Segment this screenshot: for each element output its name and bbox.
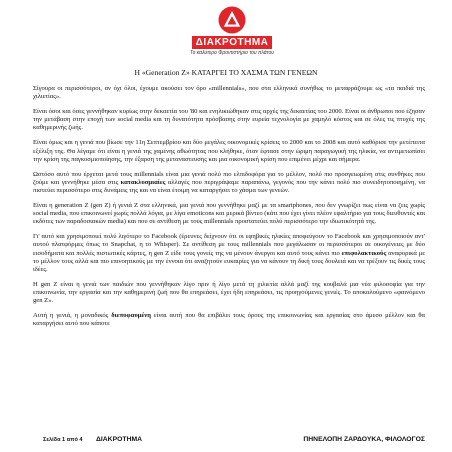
paragraph: Είναι η generation Z (gen Z) ή γενιά Z στα ελληνικά, μια γενιά που γεννήθηκε μαζί με τα smartphones, που δεν γνωρίζει πως είναι να ζεις χωρίς social media, που επικοινωνεί χωρίς πολλά λόγια, με λίγα emoticons και μερικά βίντεο (κάτι που έχει γίνει πλέον εφαλτήριο για τους διευθυντές και εκδότες των παραδοσιακών media) και που σε αντίθεση με τους millennials προστατεύει πολύ περισσότερο την ιδιωτικότητά της. (33, 202, 425, 226)
footer-brand: ΔΙΑΚΡΟΤΗΜΑ (96, 436, 143, 443)
logo (192, 5, 272, 56)
paragraph: Ωστόσο αυτό που έρχεται μετά τους millennials είναι μια γενιά πολύ πιο ελπιδοφόρα για το μέλλον, πολύ πιο προσγειωμένη στις συνθήκες που ζούμε και γεννήθηκε μέσα στις κατακλυσμιαίες αλλαγές που περιγράψαμε παραπάνω, γεγονός που την κάνει πολύ πιο συνειδητοποιημένη, να πιστεύει περισσότερο στις δυνάμεις της και να είναι έτοιμη να καταργήσει το χάσμα των γενεών. (33, 170, 425, 194)
paragraph: Σίγουρα οι περισσότεροι, αν όχι όλοι, έχουμε ακούσει τον όρο «millennials», που στα ελληνικά συνήθως το μεταφράζουμε ως «τα παιδιά της χιλιετίας». (33, 85, 425, 101)
paragraph: Η gen Z είναι η γενιά των παιδιών που γεννήθηκαν λίγο πριν ή λίγο μετά τη χιλιετία αλλά μαζί της κουβαλά μια νέα φιλοσοφία για την επικοινωνία, την εργασία και την καθημερινή ζωή που θα επηρεάσει, έχει ήδη επηρεάσει, τις προηγούμενες γενιές. Το αποκαλούμενο «φαινόμενο gen Z». (33, 280, 425, 304)
footer-author: ΠΗΝΕΛΟΠΗ ΖΑΡΔΟΥΚΑ, ΦΙΛΟΛΟΓΟΣ (303, 436, 425, 443)
document-title: Η «Generation Z» ΚΑΤΑΡΓΕΙ ΤΟ ΧΑΣΜΑ ΤΩΝ ΓΕΝΕΩΝ (134, 68, 318, 77)
page-footer (33, 436, 425, 446)
paragraph: Είναι όσοι και όσες γεννήθηκαν κυρίως στην δεκαετία του '80 και ενηλικιώθηκαν στις αρχές της δεκαετίας του 2000. Είναι οι άνθρωποι που έζησαν την μετάβαση στην εποχή των social media και τη δυνατότητα πρόσβασης στην ευρεία τεχνολογία με χαμηλό κόστος και σε όλες τις πτυχές της καθημερινής ζωής. (33, 108, 425, 132)
paragraph: Γι' αυτό και χρησιμοποιεί πολύ λιγότερο το Facebook (έρευνες δείχνουν ότι οι εφηβικές ηλικίες αποφεύγουν το Facebook και χρησιμοποιούν αντ' αυτού πλατφόρμες όπως το Snapchat, η το Whisper). Σε αντίθεση με τους millennials που μεγάλωσαν οι περισσότεροι σε οικογένειες με δύο εισοδήματα και πολλές πιστωτικές κάρτες, η gen Z είδε τους γονείς της να μένουν άνεργοι και αυτό τους κάνει πιο επιφυλακτικούς αναφορικά με το μέλλον τους αλλά και πιο επινοητικούς με την έννοια ότι αναζητούν ευκαιρίες για να κάνουν τη δική τους δουλειά και να τρέξουν τις δικές τους ιδέες. (33, 233, 425, 273)
bold-term: επιφυλακτικούς (341, 249, 387, 257)
diakrotima-logo-icon (217, 5, 247, 35)
page-number: Σελίδα 1 από 4 (43, 437, 83, 443)
logo-tagline: Το καλύτερο Φροντιστήριο του πλάτου (190, 50, 274, 56)
bold-term: κατακλυσμιαίες (120, 178, 166, 186)
document-body (33, 85, 425, 335)
paragraph: Είναι όμως και η γενιά που βίωσε την 11η Σεπτεμβρίου και δύο μεγάλες οικονομικές κρίσεις το 2000 και το 2008 και αυτό καθόρισε την μετέπειτα εξέλιξη της. Θα λέγαμε ότι είναι η γενιά της χαμένης αθωότητας που κλήθηκε, όταν έφτασε στην ώριμη παραγωγική της ηλικία, να αντιμετωπίσει την κρίση της παγκοσμιοποίησης, την έξαρση της μεταναστευσης και μια οικονομική κρίση που επιμένει μέχρι και σήμερα. (33, 139, 425, 163)
paragraph: Αυτή η γενιά, η μοναδικός διεπυφαυμένη είναι αυτή που θα επιβάλει τους όρους της επικοινωνίας και εργασίας στο άμεσο μέλλον και θα καταργήσει αυτό που κάποτε (33, 312, 425, 328)
bold-term: διεπυφαυμένη (111, 312, 151, 320)
logo-text: ΔΙΑΚΡΟΤΗΜΑ (192, 36, 272, 49)
